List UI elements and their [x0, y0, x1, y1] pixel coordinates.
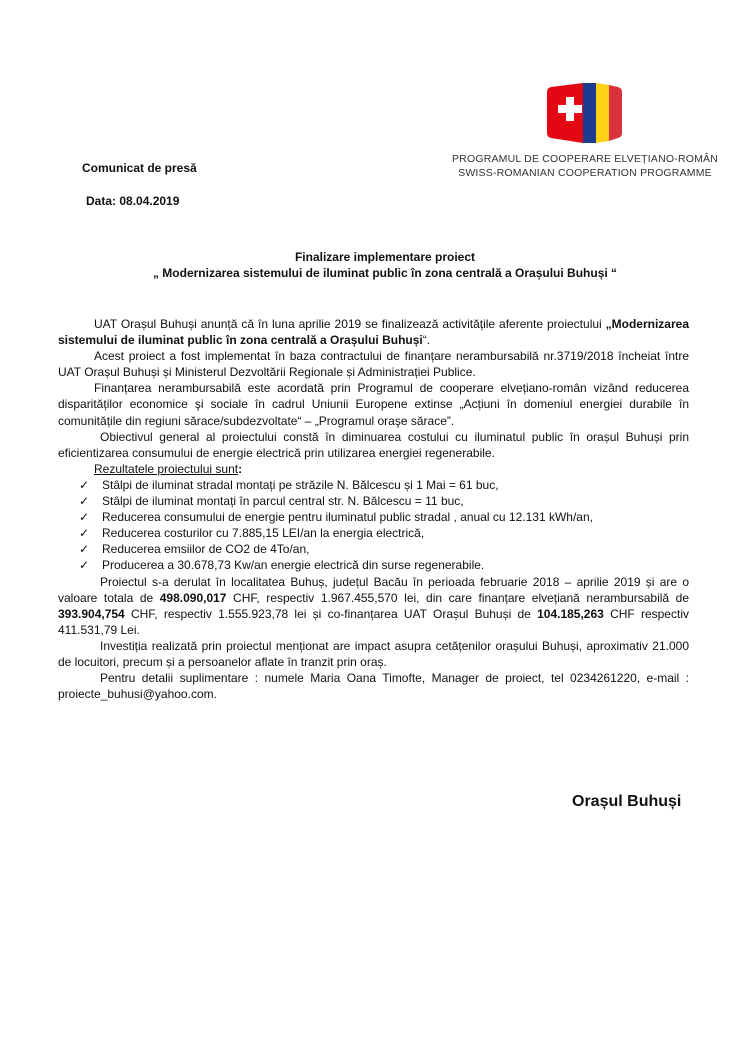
document-title [60, 249, 710, 281]
result-text: Reducerea emsiilor de CO2 de 4To/an, [102, 542, 310, 557]
list-item [58, 525, 689, 541]
result-text: Stâlpi de iluminat montați în parcul central str. N. Bălcescu = 11 buc, [102, 494, 464, 509]
list-item [58, 541, 689, 557]
release-date: Data: 08.04.2019 [86, 194, 180, 208]
list-item [58, 477, 689, 493]
logo-caption [440, 152, 730, 180]
paragraph-contract: Acest proiect a fost implementat în baza contractului de finanțare nerambursabilă nr.3719/2018 încheiat între UAT Orașul Buhuși și Ministerul Dezvoltării Regionale și Administrației Publice. [58, 349, 689, 380]
total-value-chf: 498.090,017 [159, 590, 227, 605]
swiss-romanian-programme-logo [545, 83, 623, 143]
title-line-1: Finalizare implementare proiect [294, 250, 476, 264]
signature: Orașul Buhuși [572, 793, 682, 810]
paragraph-impact: Investiția realizată prin proiectul menționat are impact asupra cetățenilor orașului Buhuși, aproximativ 21.000 de locuitori, precum și a persoanelor aflate în tranzit prin oraș. [58, 638, 689, 669]
results-heading [58, 461, 689, 477]
checkmark-icon: ✓ [79, 542, 90, 557]
swiss-funding-chf: 393.904,754 [58, 606, 125, 621]
result-text: Reducerea consumului de energie pentru iluminatul public stradal , anual cu 12.131 kWh/an, [102, 510, 593, 525]
result-text: Stâlpi de iluminat stradal montați pe străzile N. Bălcescu și 1 Mai = 61 buc, [102, 477, 499, 492]
announcement-text: UAT Orașul Buhuși anunță că în luna aprilie 2019 se finalizează activitățile aferente proiectului [94, 317, 606, 331]
logo-caption-ro: PROGRAMUL DE COOPERARE ELVEȚIANO-ROMÂN [451, 153, 719, 165]
list-item [58, 509, 689, 525]
announcement-end: “. [422, 333, 431, 348]
list-item [58, 557, 689, 573]
title-line-2: „ Modernizarea sistemului de iluminat public în zona centrală a Orașului Buhuși “ [152, 266, 618, 280]
list-item [58, 493, 689, 509]
document-body [58, 316, 689, 702]
paragraph-funding: Finanțarea nerambursabilă este acordată prin Programul de cooperare elvețiano-român vizând reducerea disparităților economice şi sociale în cadrul Uniunii Europene extinse „Acțiuni în domeniul energiei durabile în comunitățile din regiuni sărace/subdezvoltate“ – „Programul oraşe sărace”. [58, 381, 689, 428]
checkmark-icon: ✓ [79, 558, 90, 573]
checkmark-icon: ✓ [79, 510, 90, 525]
results-heading-colon: : [238, 461, 243, 476]
checkmark-icon: ✓ [79, 494, 90, 509]
results-list [58, 477, 689, 574]
paragraph-budget [58, 574, 689, 638]
paragraph-contact: Pentru detalii suplimentare : numele Maria Oana Timofte, Manager de proiect, tel 0234261220, e-mail : proiecte_buhusi@yahoo.com. [58, 671, 689, 702]
cofinancing-chf: 104.185,263 [537, 606, 604, 621]
results-heading-text: Rezultatele proiectului sunt [94, 461, 239, 476]
budget-text-a: Proiectul s-a derulat în localitatea Buhuș, județul Bacău în perioada februarie 2018 – aprilie 2019 și are o valoare totala de [58, 574, 689, 605]
paragraph-announcement [58, 316, 689, 348]
result-text: Producerea a 30.678,73 Kw/an energie electrică din surse regenerabile. [102, 558, 485, 573]
budget-text-b: CHF, respectiv 1.967.455,570 lei, din care finanțare elvețiană nerambursabilă de [226, 590, 689, 605]
budget-text-d: CHF respectiv 411.531,79 Lei. [58, 606, 689, 637]
budget-text-c: CHF, respectiv 1.555.923,78 lei și co-finanțarea UAT Orașul Buhuși de [124, 606, 538, 621]
checkmark-icon: ✓ [79, 526, 90, 541]
paragraph-objective: Obiectivul general al proiectului constă în diminuarea costului cu iluminatul public în orașul Buhuși prin eficientizarea consumului de energie electrică prin utilizarea energiei regenerabile. [58, 429, 689, 460]
press-release-label: Comunicat de presă [82, 161, 197, 175]
checkmark-icon: ✓ [79, 477, 90, 492]
logo-flag-icon [545, 83, 623, 143]
result-text: Reducerea costurilor cu 7.885,15 LEI/an la energia electrică, [102, 526, 425, 541]
project-name: „Modernizarea sistemului de iluminat public în zona centrală a Orașului Buhuși [58, 317, 689, 348]
logo-caption-en: SWISS-ROMANIAN COOPERATION PROGRAMME [458, 167, 712, 179]
